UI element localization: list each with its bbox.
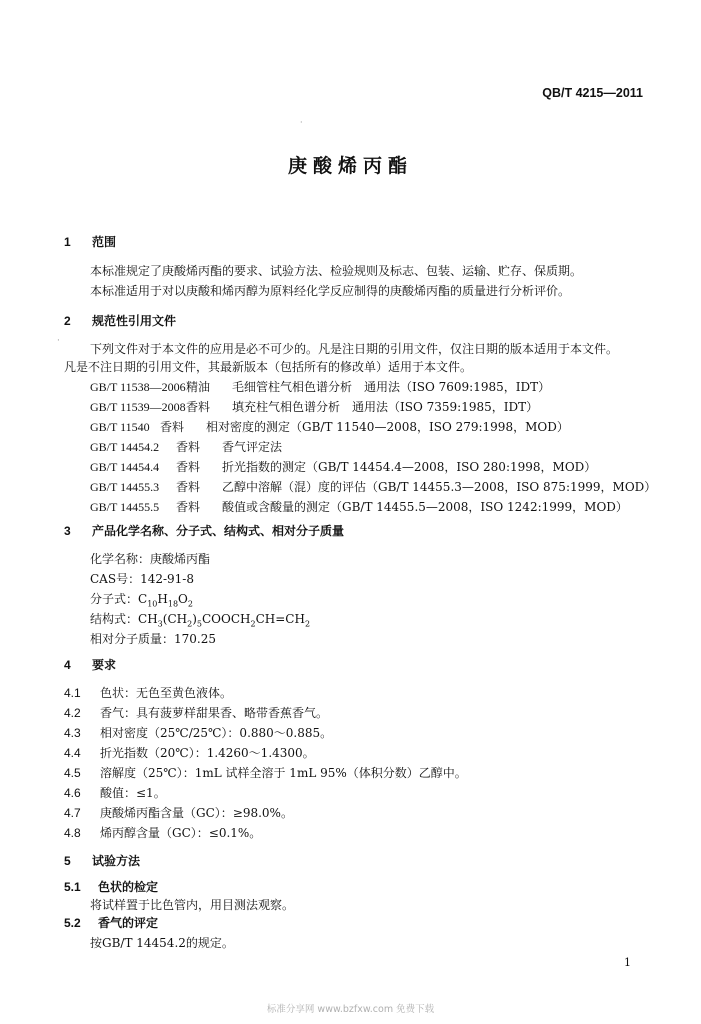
mw-value: 170.25 bbox=[174, 632, 217, 646]
reference-category: 香料 bbox=[160, 420, 185, 434]
subsection-heading bbox=[64, 878, 158, 895]
reference-item bbox=[90, 418, 569, 435]
clause-number: 4.5 bbox=[64, 766, 81, 780]
reference-category: 香料 bbox=[176, 460, 201, 474]
reference-title: 酸值或含酸量的测定（GB/T 14455.5—2008，ISO 1242:1999，MOD） bbox=[222, 500, 628, 514]
reference-item bbox=[90, 438, 282, 455]
reference-code: GB/T 14454.4 bbox=[90, 460, 160, 474]
section-2-para-1: 下列文件对于本文件的应用是必不可少的。凡是注日期的引用文件，仅注日期的版本适用于本文件。 bbox=[90, 342, 619, 356]
section-title: 要求 bbox=[92, 658, 117, 672]
scan-mark: · bbox=[300, 118, 303, 127]
cas-number bbox=[90, 570, 194, 587]
clause-number: 5.2 bbox=[64, 916, 81, 930]
document-title: 庚酸烯丙酯 bbox=[287, 155, 413, 177]
reference-code: GB/T 11539—2008 bbox=[90, 400, 186, 414]
requirement-text: 庚酸烯丙酯含量（GC）：≥98.0%。 bbox=[100, 806, 293, 820]
molecular-formula bbox=[90, 590, 193, 608]
cas-value: 142-91-8 bbox=[140, 572, 194, 586]
reference-category: 精油 bbox=[186, 380, 211, 394]
requirement-text: 溶解度（25℃）：1mL 试样全溶于 1mL 95%（体积分数）乙醇中。 bbox=[100, 766, 467, 780]
footer-watermark: 标准分享网 www.bzfxw.com 免费下载 bbox=[266, 1004, 435, 1015]
reference-category: 香料 bbox=[176, 480, 201, 494]
requirement-item bbox=[64, 784, 166, 801]
clause-number: 4.7 bbox=[64, 806, 81, 820]
reference-item bbox=[90, 458, 596, 475]
reference-title: 毛细管柱气相色谱分析 通用法（ISO 7609:1985，IDT） bbox=[232, 380, 551, 394]
subsection-text: 将试样置于比色管内，用目测法观察。 bbox=[90, 898, 295, 912]
requirement-text: 折光指数（20℃）：1.4260～1.4300。 bbox=[100, 746, 315, 760]
chemical-name-label: 化学名称： bbox=[90, 552, 151, 566]
cas-label: CAS号： bbox=[90, 572, 141, 586]
requirement-text: 烯丙醇含量（GC）：≤0.1%。 bbox=[100, 826, 262, 840]
structure-value: $CH_3(CH_2)_5COOCH_2CH=CH_2$ bbox=[138, 612, 311, 629]
clause-number: 4.1 bbox=[64, 686, 81, 700]
section-title: 试验方法 bbox=[92, 854, 141, 868]
section-1-para-1: 本标准规定了庚酸烯丙酯的要求、试验方法、检验规则及标志、包装、运输、贮存、保质期。 bbox=[90, 264, 583, 278]
reference-title: 填充柱气相色谱分析 通用法（ISO 7359:1985，IDT） bbox=[232, 400, 539, 414]
chemical-name bbox=[90, 550, 210, 567]
section-number: 1 bbox=[64, 235, 71, 249]
reference-item bbox=[90, 378, 550, 395]
section-number: 4 bbox=[64, 658, 71, 672]
section-number: 2 bbox=[64, 314, 71, 328]
mw-label: 相对分子质量： bbox=[90, 632, 175, 646]
requirement-item bbox=[64, 704, 328, 721]
subsection-title: 色状的检定 bbox=[98, 880, 159, 894]
section-title: 规范性引用文件 bbox=[92, 314, 177, 328]
clause-number: 4.8 bbox=[64, 826, 81, 840]
reference-item bbox=[90, 478, 656, 495]
reference-category: 香料 bbox=[176, 440, 201, 454]
reference-title: 香气评定法 bbox=[222, 440, 283, 454]
section-title: 范围 bbox=[92, 235, 117, 249]
clause-number: 4.2 bbox=[64, 706, 81, 720]
requirement-text: 色状：无色至黄色液体。 bbox=[100, 686, 233, 700]
requirement-item bbox=[64, 824, 261, 841]
reference-code: GB/T 11540 bbox=[90, 420, 150, 434]
formula-value: $C_{10}H_{18}O_2$ bbox=[138, 592, 193, 609]
section-1-heading bbox=[64, 233, 116, 250]
clause-number: 4.4 bbox=[64, 746, 81, 760]
page-number: 1 bbox=[624, 956, 631, 969]
requirement-item bbox=[64, 684, 232, 701]
reference-category: 香料 bbox=[186, 400, 211, 414]
section-5-heading bbox=[64, 852, 140, 869]
reference-code: GB/T 14455.5 bbox=[90, 500, 160, 514]
chemical-name-value: 庚酸烯丙酯 bbox=[150, 552, 211, 566]
requirement-item bbox=[64, 744, 315, 761]
requirement-text: 香气：具有菠萝样甜果香、略带香蕉香气。 bbox=[100, 706, 329, 720]
reference-item bbox=[90, 398, 538, 415]
molecular-weight bbox=[90, 630, 216, 647]
clause-number: 5.1 bbox=[64, 880, 81, 894]
reference-category: 香料 bbox=[176, 500, 201, 514]
section-number: 3 bbox=[64, 524, 71, 538]
reference-code: GB/T 11538—2006 bbox=[90, 380, 186, 394]
section-number: 5 bbox=[64, 854, 71, 868]
reference-title: 乙醇中溶解（混）度的评估（GB/T 14455.3—2008，ISO 875:1999，MOD） bbox=[222, 480, 657, 494]
section-1-para-2: 本标准适用于对以庚酸和烯丙醇为原料经化学反应制得的庚酸烯丙酯的质量进行分析评价。 bbox=[90, 284, 571, 298]
section-4-heading bbox=[64, 656, 116, 673]
requirement-item bbox=[64, 764, 467, 781]
subsection-text: 按GB/T 14454.2的规定。 bbox=[90, 936, 234, 950]
requirement-item bbox=[64, 724, 332, 741]
section-2-para-2: 凡是不注日期的引用文件，其最新版本（包括所有的修改单）适用于本文件。 bbox=[64, 360, 473, 374]
scan-mark: · bbox=[57, 336, 60, 346]
subsection-heading bbox=[64, 914, 158, 931]
clause-number: 4.6 bbox=[64, 786, 81, 800]
reference-item bbox=[90, 498, 628, 515]
section-title: 产品化学名称、分子式、结构式、相对分子质量 bbox=[92, 524, 345, 538]
standard-code: QB/T 4215—2011 bbox=[542, 86, 643, 100]
section-3-heading bbox=[64, 522, 344, 539]
requirement-text: 酸值：≤1。 bbox=[100, 786, 166, 800]
subsection-title: 香气的评定 bbox=[98, 916, 159, 930]
requirement-text: 相对密度（25℃/25℃）：0.880～0.885。 bbox=[100, 726, 333, 740]
formula-label: 分子式： bbox=[90, 592, 139, 606]
section-2-heading bbox=[64, 312, 176, 329]
structure-label: 结构式： bbox=[90, 612, 139, 626]
reference-code: GB/T 14455.3 bbox=[90, 480, 160, 494]
structural-formula bbox=[90, 610, 310, 628]
reference-title: 相对密度的测定（GB/T 11540—2008，ISO 279:1998，MOD） bbox=[206, 420, 569, 434]
requirement-item bbox=[64, 804, 293, 821]
reference-code: GB/T 14454.2 bbox=[90, 440, 160, 454]
clause-number: 4.3 bbox=[64, 726, 81, 740]
reference-title: 折光指数的测定（GB/T 14454.4—2008，ISO 280:1998，MOD） bbox=[222, 460, 597, 474]
